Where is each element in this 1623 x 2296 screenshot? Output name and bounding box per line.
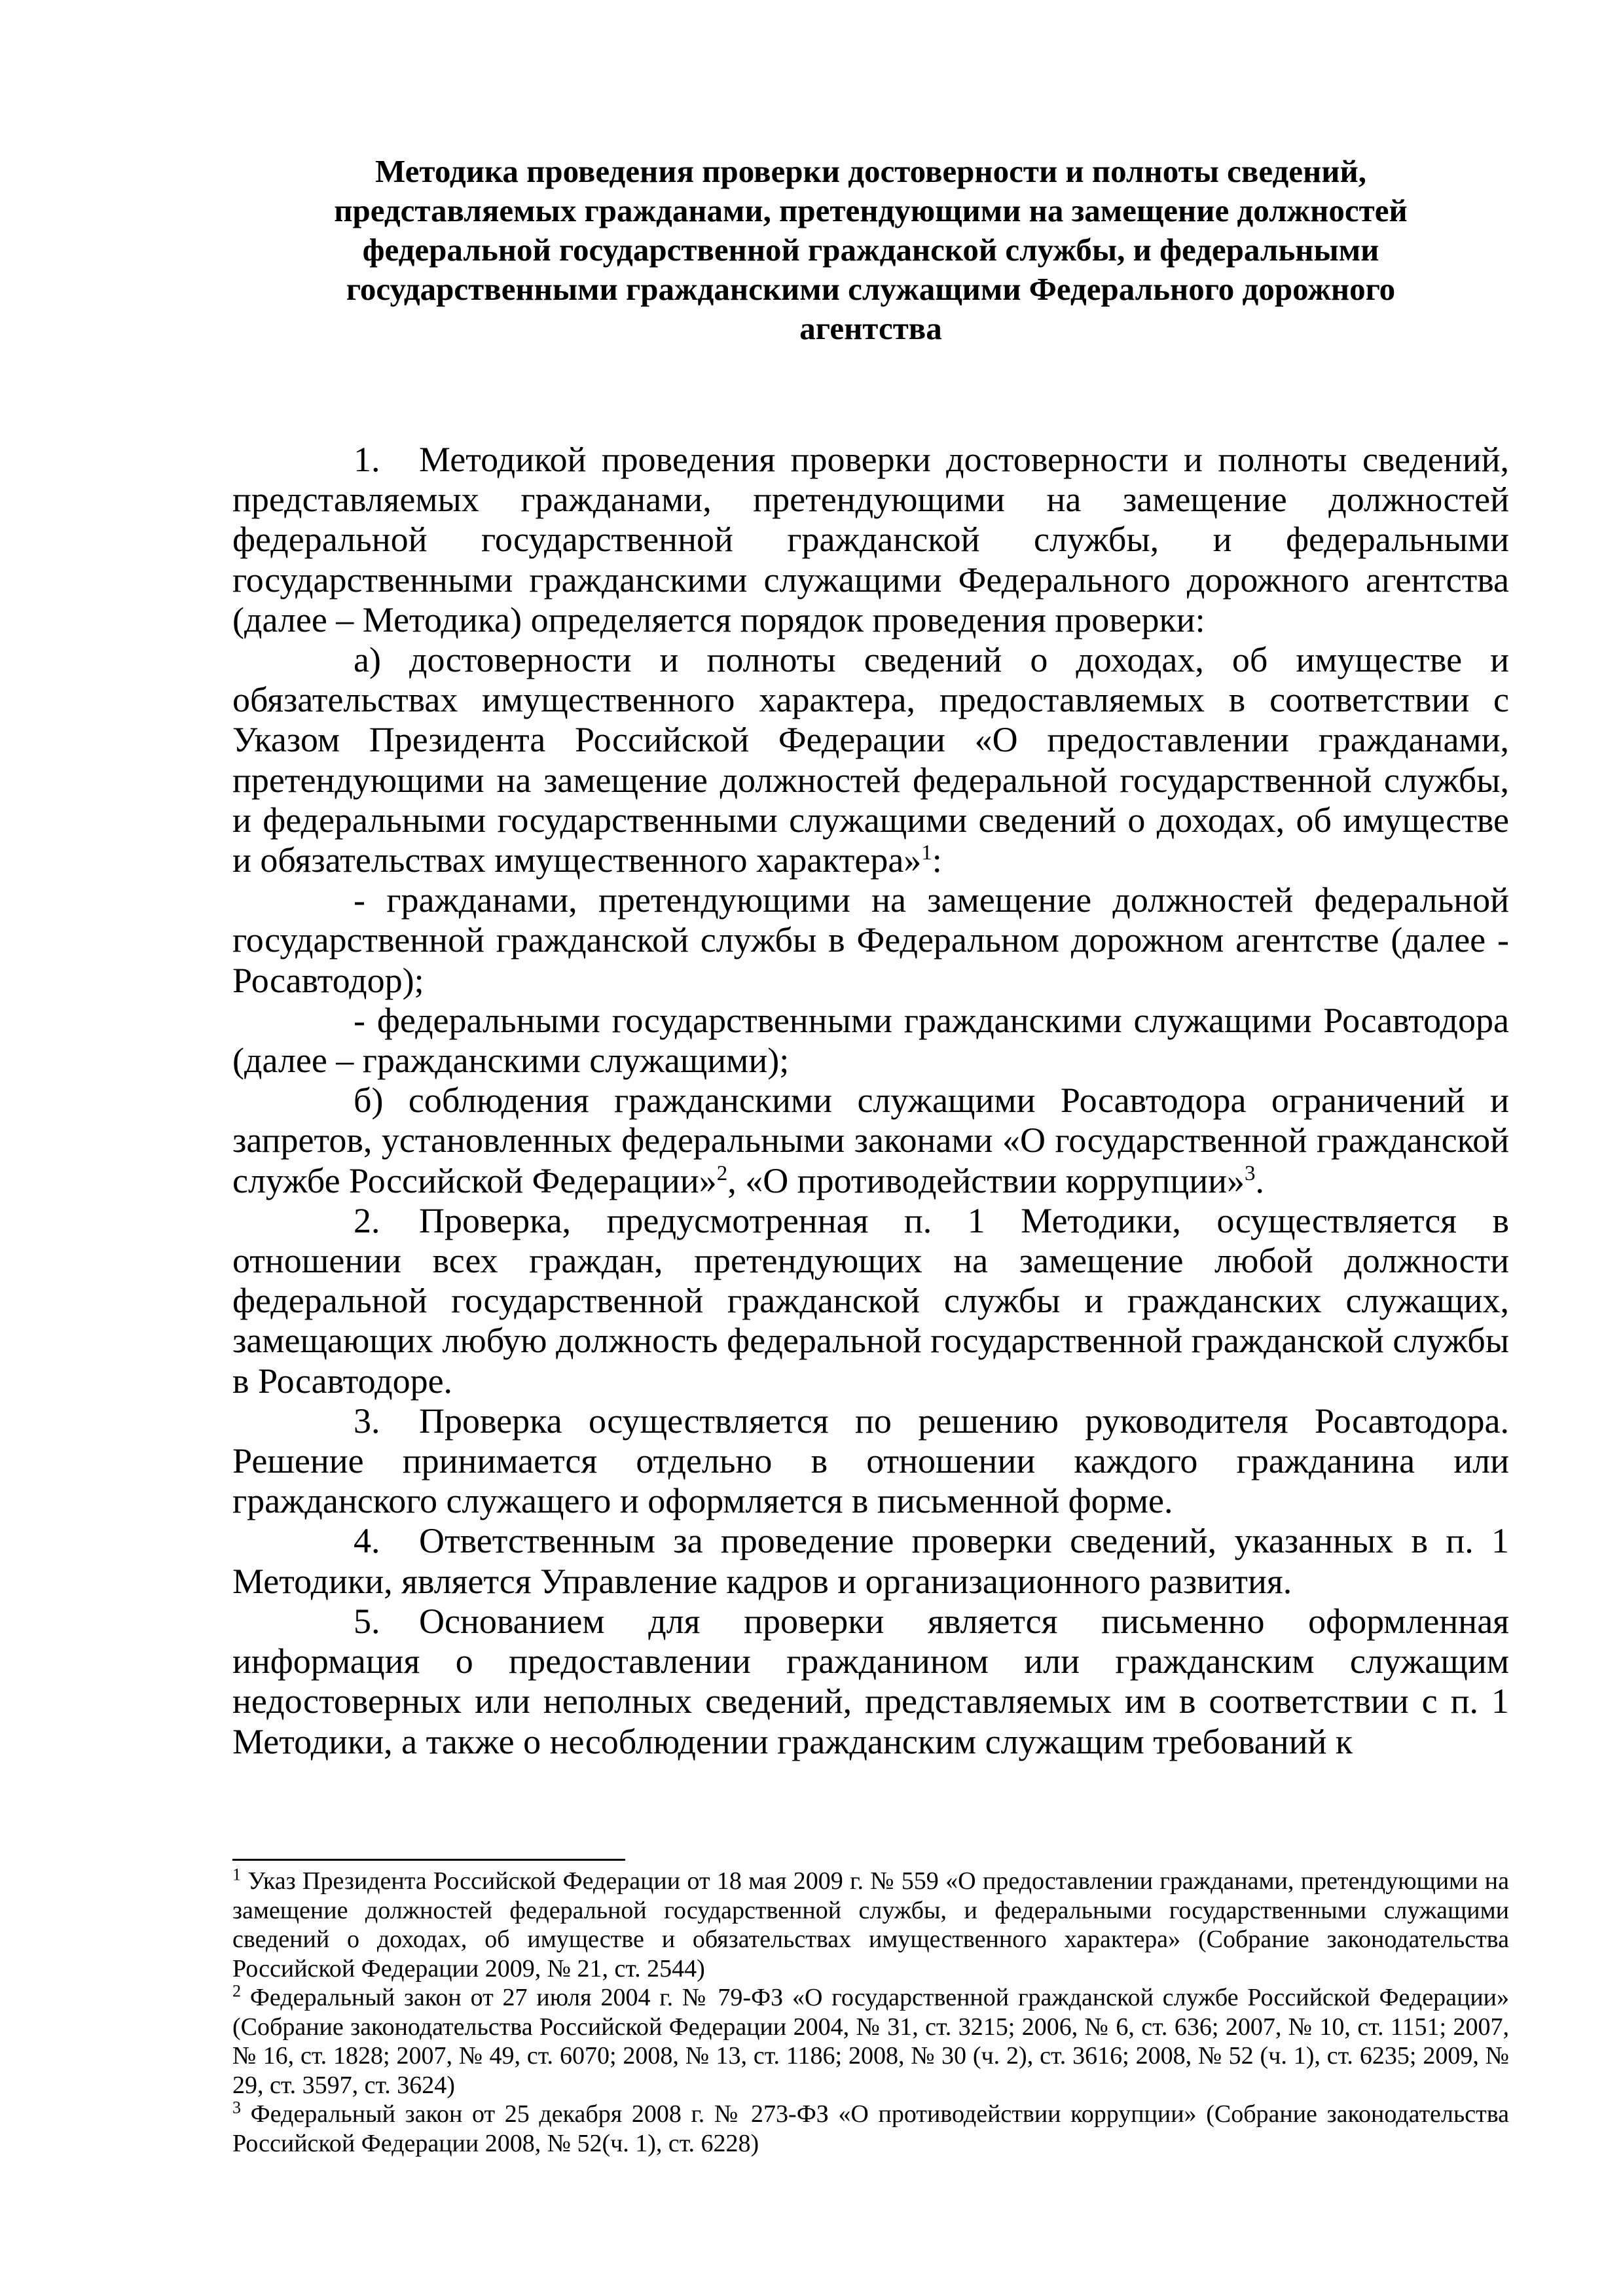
footnote-ref-3[interactable]: 3 bbox=[1245, 1161, 1256, 1185]
footnotes bbox=[232, 1867, 1509, 2158]
title-line: представляемых гражданами, претендующими на замещение должностей bbox=[334, 192, 1408, 228]
paragraph-text-middle: , «О противодействии коррупции» bbox=[727, 1160, 1245, 1200]
paragraph-text: Основанием для проверки является письменно оформленная информация о предоставлении гражданином или гражданским служащим недостоверных или неполных сведений, представляемых им в соответствии с п. 1 Методики, а также о несоблюдении гражданским служащим требований к bbox=[232, 1601, 1509, 1761]
footnote-ref-1[interactable]: 1 bbox=[921, 841, 932, 865]
title-line: Методика проведения проверки достоверности и полноты сведений, bbox=[375, 153, 1366, 189]
paragraph-text: Ответственным за проведение проверки сведений, указанных в п. 1 Методики, является Управление кадров и организационного развития. bbox=[232, 1521, 1509, 1601]
paragraph-number: 3. bbox=[354, 1401, 380, 1441]
title-line: агентства bbox=[799, 310, 942, 346]
paragraph-text: Методикой проведения проверки достоверности и полноты сведений, представляемых гражданами, претендующими на замещение должностей федеральной государственной гражданской службы, и федеральными государственными гражданскими служащими Федерального дорожного агентства (далее – Методика) определяется порядок проведения проверки: bbox=[232, 440, 1509, 639]
paragraph-1 bbox=[232, 440, 1509, 640]
paragraph-tail: . bbox=[1255, 1160, 1265, 1200]
paragraph-tail: : bbox=[932, 840, 942, 880]
paragraph-dash-citizens: - гражданами, претендующими на замещение должностей федеральной государственной гражданской службы в Федеральном дорожном агентстве (далее - Росавтодор); bbox=[232, 880, 1509, 1000]
footnote-3 bbox=[232, 2100, 1509, 2158]
title-line: федеральной государственной гражданской службы, и федеральными bbox=[362, 232, 1379, 268]
paragraph-number: 1. bbox=[354, 440, 380, 479]
paragraph-number: 2. bbox=[354, 1200, 380, 1240]
document-body bbox=[232, 440, 1509, 1762]
paragraph-text: б) соблюдения гражданскими служащими Росавтодора ограничений и запретов, установленных федеральными законами «О государственной гражданской службе Российской Федерации» bbox=[232, 1081, 1509, 1200]
document-title bbox=[232, 152, 1509, 348]
footnote-separator bbox=[232, 1859, 625, 1861]
title-line: государственными гражданскими служащими Федерального дорожного bbox=[346, 271, 1396, 307]
footnote-ref-2[interactable]: 2 bbox=[716, 1161, 728, 1185]
paragraph-number: 4. bbox=[354, 1521, 380, 1561]
paragraph-a bbox=[232, 640, 1509, 880]
paragraph-number: 5. bbox=[354, 1601, 380, 1641]
footnote-1 bbox=[232, 1867, 1509, 1983]
paragraph-text: а) достоверности и полноты сведений о доходах, об имуществе и обязательствах имущественного характера, предоставляемых в соответствии с Указом Президента Российской Федерации «О предоставлении гражданами, претендующими на замещение должностей федеральной государственной службы, и федеральными государственными служащими сведений о доходах, об имуществе и обязательствах имущественного характера» bbox=[232, 640, 1509, 880]
footnote-mark: 1 bbox=[232, 1865, 241, 1884]
footnote-text: Федеральный закон от 27 июля 2004 г. № 79-ФЗ «О государственной гражданской службе Российской Федерации» (Собрание законодательства Российской Федерации 2004, № 31, ст. 3215; 2006, № 6, ст. 636; 2007, № 10, ст. 1151; 2007, № 16, ст. 1828; 2007, № 49, ст. 6070; 2008, № 13, ст. 1186; 2008, № 30 (ч. 2), ст. 3616; 2008, № 52 (ч. 1), ст. 6235; 2009, № 29, ст. 3597, ст. 3624) bbox=[232, 1984, 1509, 2099]
paragraph-text: Проверка, предусмотренная п. 1 Методики, осуществляется в отношении всех граждан, претендующих на замещение любой должности федеральной государственной гражданской службы и гражданских служащих, замещающих любую должность федеральной государственной гражданской службы в Росавтодоре. bbox=[232, 1200, 1509, 1401]
paragraph-4 bbox=[232, 1521, 1509, 1601]
paragraph-5 bbox=[232, 1602, 1509, 1762]
paragraph-text: Проверка осуществляется по решению руководителя Росавтодора. Решение принимается отдельно в отношении каждого гражданина или гражданского служащего и оформляется в письменной форме. bbox=[232, 1401, 1509, 1521]
paragraph-b bbox=[232, 1081, 1509, 1201]
paragraph-3 bbox=[232, 1401, 1509, 1522]
paragraph-2 bbox=[232, 1201, 1509, 1401]
footnote-mark: 3 bbox=[232, 2098, 241, 2117]
footnote-mark: 2 bbox=[232, 1981, 241, 2001]
paragraph-dash-servants: - федеральными государственными гражданскими служащими Росавтодора (далее – гражданскими служащими); bbox=[232, 1000, 1509, 1081]
footnote-2 bbox=[232, 1983, 1509, 2100]
footnote-text: Указ Президента Российской Федерации от 18 мая 2009 г. № 559 «О предоставлении гражданами, претендующими на замещение должностей федеральной государственной службы, и федеральными государственными служащими сведений о доходах, об имуществе и обязательствах имущественного характера» (Собрание законодательства Российской Федерации 2009, № 21, ст. 2544) bbox=[232, 1867, 1509, 1982]
footnote-text: Федеральный закон от 25 декабря 2008 г. № 273-ФЗ «О противодействии коррупции» (Собрание законодательства Российской Федерации 2008, № 52(ч. 1), ст. 6228) bbox=[232, 2100, 1509, 2157]
